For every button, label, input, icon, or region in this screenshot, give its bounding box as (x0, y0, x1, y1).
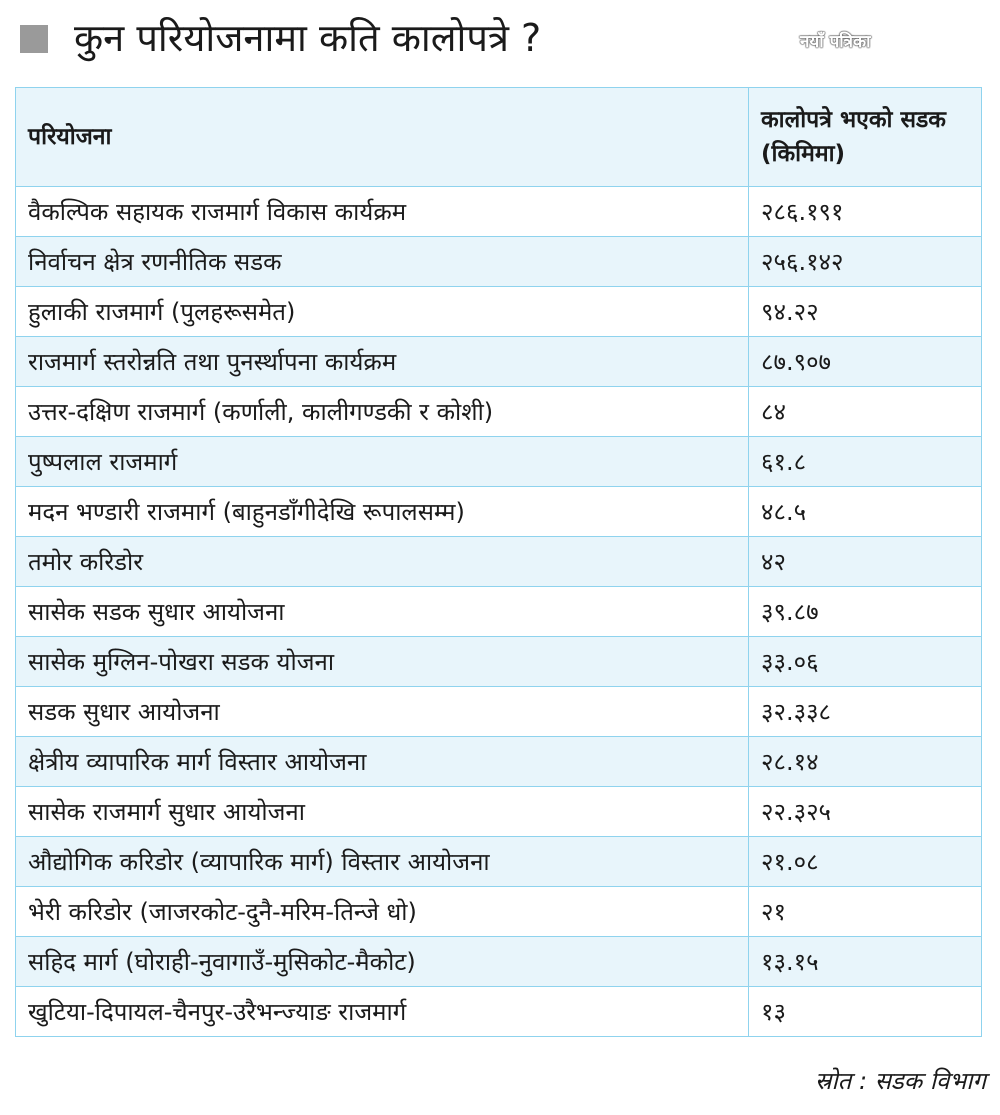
road-length-cell: ३३.०६ (749, 637, 982, 687)
data-table (15, 87, 982, 1037)
table-row (16, 237, 982, 287)
project-name-cell: हुलाकी राजमार्ग (पुलहरूसमेत) (16, 287, 749, 337)
source-note: स्रोत : सडक विभाग (815, 1067, 986, 1095)
header-project: परियोजना (16, 88, 749, 187)
road-length-cell: ९४.२२ (749, 287, 982, 337)
road-length-cell: २८६.१९१ (749, 187, 982, 237)
project-name-cell: सासेक राजमार्ग सुधार आयोजना (16, 787, 749, 837)
project-name-cell: निर्वाचन क्षेत्र रणनीतिक सडक (16, 237, 749, 287)
road-length-cell: २५६.१४२ (749, 237, 982, 287)
project-name-cell: उत्तर-दक्षिण राजमार्ग (कर्णाली, कालीगण्डकी र कोशी) (16, 387, 749, 437)
road-length-cell: ३९.८७ (749, 587, 982, 637)
table-row (16, 837, 982, 887)
road-length-cell: २८.१४ (749, 737, 982, 787)
table-row (16, 487, 982, 537)
road-length-cell: २१ (749, 887, 982, 937)
table-row (16, 687, 982, 737)
title-square-icon (20, 25, 48, 53)
page-title: कुन परियोजनामा कति कालोपत्रे ? (74, 16, 542, 60)
road-length-cell: ८४ (749, 387, 982, 437)
road-length-cell: ४२ (749, 537, 982, 587)
header (0, 0, 1000, 80)
table-row (16, 187, 982, 237)
table-row (16, 287, 982, 337)
project-name-cell: राजमार्ग स्तरोन्नति तथा पुनर्स्थापना कार्यक्रम (16, 337, 749, 387)
table-row (16, 437, 982, 487)
project-name-cell: सहिद मार्ग (घोराही-नुवागाउँ-मुसिकोट-मैकोट) (16, 937, 749, 987)
table-row (16, 937, 982, 987)
road-length-cell: १३.१५ (749, 937, 982, 987)
table-row (16, 537, 982, 587)
table-header-row (16, 88, 982, 187)
table-body (16, 187, 982, 1037)
project-name-cell: पुष्पलाल राजमार्ग (16, 437, 749, 487)
project-name-cell: मदन भण्डारी राजमार्ग (बाहुनडाँगीदेखि रूपालसम्म) (16, 487, 749, 537)
publication-logo: नयाँ पत्रिका (800, 32, 871, 52)
table-row (16, 587, 982, 637)
table-row (16, 787, 982, 837)
table-row (16, 637, 982, 687)
header-length: कालोपत्रे भएको सडक (किमिमा) (749, 88, 982, 187)
project-name-cell: सडक सुधार आयोजना (16, 687, 749, 737)
project-name-cell: खुटिया-दिपायल-चैनपुर-उरैभन्ज्याङ राजमार्ग (16, 987, 749, 1037)
project-name-cell: तमोर करिडोर (16, 537, 749, 587)
project-name-cell: वैकल्पिक सहायक राजमार्ग विकास कार्यक्रम (16, 187, 749, 237)
table-row (16, 387, 982, 437)
road-length-cell: ३२.३३८ (749, 687, 982, 737)
road-length-cell: ४८.५ (749, 487, 982, 537)
road-length-cell: २१.०८ (749, 837, 982, 887)
project-name-cell: भेरी करिडोर (जाजरकोट-दुनै-मरिम-तिन्जे धो) (16, 887, 749, 937)
project-name-cell: औद्योगिक करिडोर (व्यापारिक मार्ग) विस्तार आयोजना (16, 837, 749, 887)
table-row (16, 337, 982, 387)
project-name-cell: क्षेत्रीय व्यापारिक मार्ग विस्तार आयोजना (16, 737, 749, 787)
table-row (16, 737, 982, 787)
road-length-cell: ६१.८ (749, 437, 982, 487)
road-length-cell: १३ (749, 987, 982, 1037)
table-row (16, 887, 982, 937)
road-length-cell: ८७.९०७ (749, 337, 982, 387)
project-name-cell: सासेक मुग्लिन-पोखरा सडक योजना (16, 637, 749, 687)
project-name-cell: सासेक सडक सुधार आयोजना (16, 587, 749, 637)
road-length-cell: २२.३२५ (749, 787, 982, 837)
table-row (16, 987, 982, 1037)
